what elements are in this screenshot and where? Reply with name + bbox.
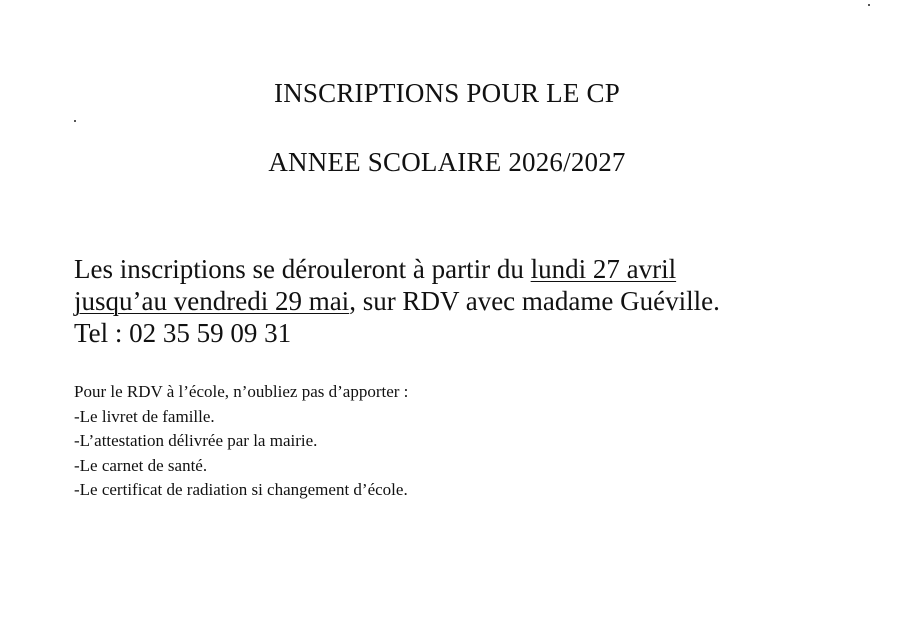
scan-speck bbox=[74, 120, 76, 122]
paragraph-line-2 bbox=[74, 285, 874, 317]
end-date: jusqu’au vendredi 29 mai bbox=[74, 286, 350, 316]
school-year-subtitle: ANNEE SCOLAIRE 2026/2027 bbox=[268, 147, 626, 177]
checklist-item: -Le carnet de santé. bbox=[74, 455, 208, 475]
checklist-item: -L’attestation délivrée par la mairie. bbox=[74, 431, 318, 450]
document-title: INSCRIPTIONS POUR LE CP bbox=[274, 78, 620, 108]
phone-number: Tel : 02 35 59 09 31 bbox=[74, 318, 292, 348]
start-date: lundi 27 avril bbox=[530, 254, 677, 284]
checklist-item: -Le certificat de radiation si changement d’école. bbox=[74, 480, 408, 499]
scan-speck bbox=[868, 4, 870, 6]
checklist-intro: Pour le RDV à l’école, n’oubliez pas d’apporter : bbox=[74, 382, 409, 401]
documents-checklist bbox=[74, 380, 774, 503]
checklist-item: -Le livret de famille. bbox=[74, 406, 215, 426]
registration-paragraph bbox=[74, 253, 874, 349]
paragraph-appointment-text: , sur RDV avec madame Guéville. bbox=[349, 286, 720, 316]
paragraph-line-1 bbox=[74, 253, 874, 285]
paragraph-intro-text: Les inscriptions se dérouleront à partir du bbox=[74, 254, 531, 284]
